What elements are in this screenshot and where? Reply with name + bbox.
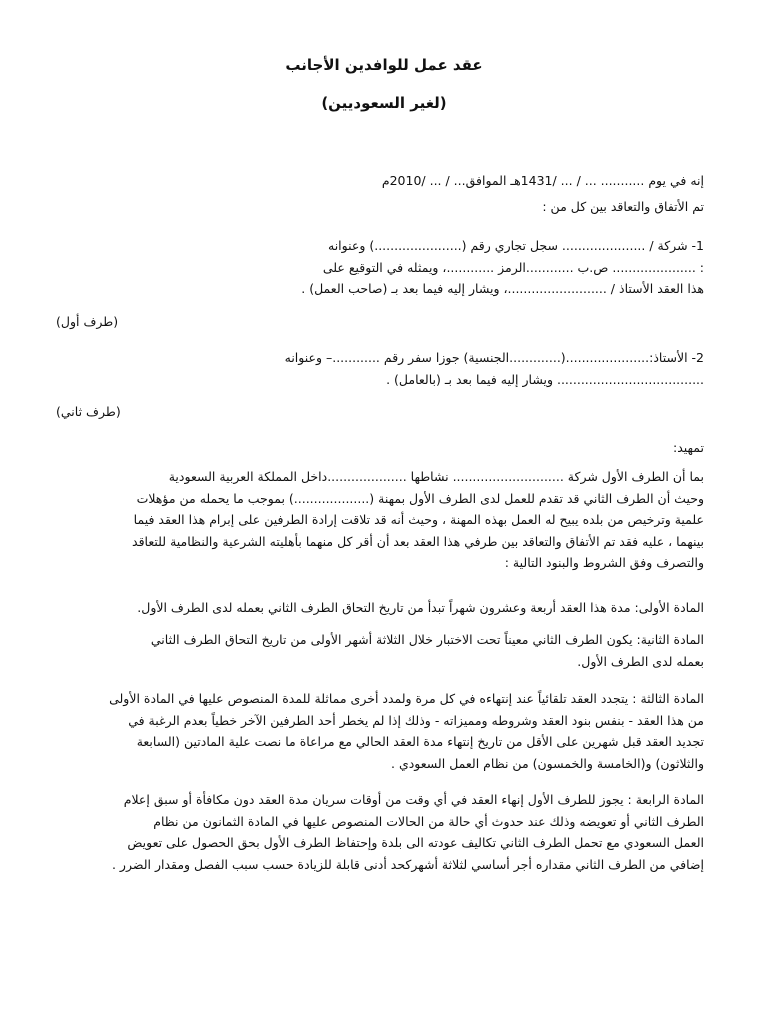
article-line: من هذا العقد - بنفس بنود العقد وشروطه ومميزاته - وذلك إذا لم يخطر أحد الطرفين الآخر خطياً بعدم الرغبة في [128, 712, 704, 728]
contract-title: عقد عمل للوافدين الأجانب [285, 56, 483, 74]
article-line: والثلاثون) و(الخامسة والخمسون) من نظام العمل السعودي . [391, 755, 704, 771]
article-line: المادة الرابعة : يجوز للطرف الأول إنهاء العقد في أي وقت من أوقات سريان مدة العقد دون مكافأة أو سبق إعلام [123, 792, 704, 807]
preamble-heading: تمهيد: [672, 440, 704, 455]
article-line: إضافي من الطرف الثاني مقداره أجر أساسي لثلاثة أشهركحد أدنى قابلة للزيادة حسب سبب الفصل ومقدار الضرر . [111, 856, 704, 872]
party-one-block [64, 235, 704, 300]
party-one-tag: (طرف أول) [56, 314, 119, 329]
preamble-line: بما أن الطرف الأول شركة ............................ نشاطها ....................داخل المملكة العربية السعودية [168, 469, 704, 484]
preamble-line: وحيث أن الطرف الثاني قد تقدم للعمل لدى الطرف الأول بمهنة (...................) بموجب ما يحمله من مؤهلات [136, 490, 704, 506]
party-two-tag: (طرف ثاني) [56, 404, 121, 419]
party-two-line: ..................................... ويشار إليه فيما بعد بـ (بالعامل) . [386, 371, 704, 387]
article-1 [64, 597, 704, 619]
article-line: بعمله لدى الطرف الأول. [577, 653, 704, 669]
article-line: العمل السعودي مع تحمل الطرف الثاني تكاليف عودته الى بلدة وإحتفاظ الطرف الأول بحق الحصول على تعويض [127, 835, 704, 850]
article-line: المادة الأولى: مدة هذا العقد أربعة وعشرون شهراً تبدأ من تاريخ التحاق الطرف الثاني بعمله لدى الطرف الأول. [137, 600, 704, 615]
preamble-line: علمية وترخيص من بلده يبيح له العمل بهذه المهنة ، وحيث أنه قد تلاقت إرادة الطرفين على إبرام هذا العقد فيما [133, 512, 704, 527]
preamble-body [64, 466, 704, 574]
agreement-intro: تم الأتفاق والتعاقد بين كل من : [542, 199, 704, 214]
party-one-line: : ..................... ص.ب ............الرمز ............، ويمثله في التوقيع على [322, 259, 704, 275]
date-line: إنه في يوم ........... ... / ... /1431هـ الموافق... / ... /2010م [381, 173, 704, 188]
article-line: المادة الثالثة : يتجدد العقد تلقائياً عند إنتهاءه في كل مرة ولمدد أخرى مماثلة للمدة المنصوص عليها في المادة الأولى [109, 691, 704, 706]
article-3 [64, 688, 704, 774]
party-two-block [64, 347, 704, 390]
article-2 [64, 629, 704, 672]
contract-subtitle: (لغير السعوديين) [321, 94, 447, 112]
party-two-line: 2- الأستاذ:.....................(.............الجنسية) جوزا سفر رقم ............– وعنوانه [284, 350, 704, 365]
preamble-line: والتصرف وفق الشروط والبنود التالية : [504, 555, 704, 570]
preamble-line: بينهما ، عليه فقد تم الأتفاق والتعاقد بين طرفي هذا العقد بعد أن أقر كل منهما بأهليته الشرعية والنظامية للتعاقد [132, 533, 704, 549]
party-one-line: 1- شركة / ..................... سجل تجاري رقم (......................) وعنوانه [328, 238, 704, 253]
article-line: المادة الثانية: يكون الطرف الثاني معيناً تحت الاختبار خلال الثلاثة أشهر الأولى من تاريخ التحاق الطرف الثاني [150, 632, 704, 647]
party-one-line: هذا العقد الأستاذ / .........................، ويشار إليه فيما بعد بـ (صاحب العمل) . [301, 281, 704, 296]
article-line: تجديد العقد قبل شهرين على الأقل من تاريخ إنتهاء مدة العقد الحالي مع مراعاة ما نصت علية المادتين (السابعة [136, 734, 704, 749]
article-line: الطرف الثاني أو تعويضه وذلك عند حدوث أي حالة من الحالات المنصوص عليها في المادة الثمانون من نظام [153, 813, 704, 829]
article-4 [64, 789, 704, 875]
